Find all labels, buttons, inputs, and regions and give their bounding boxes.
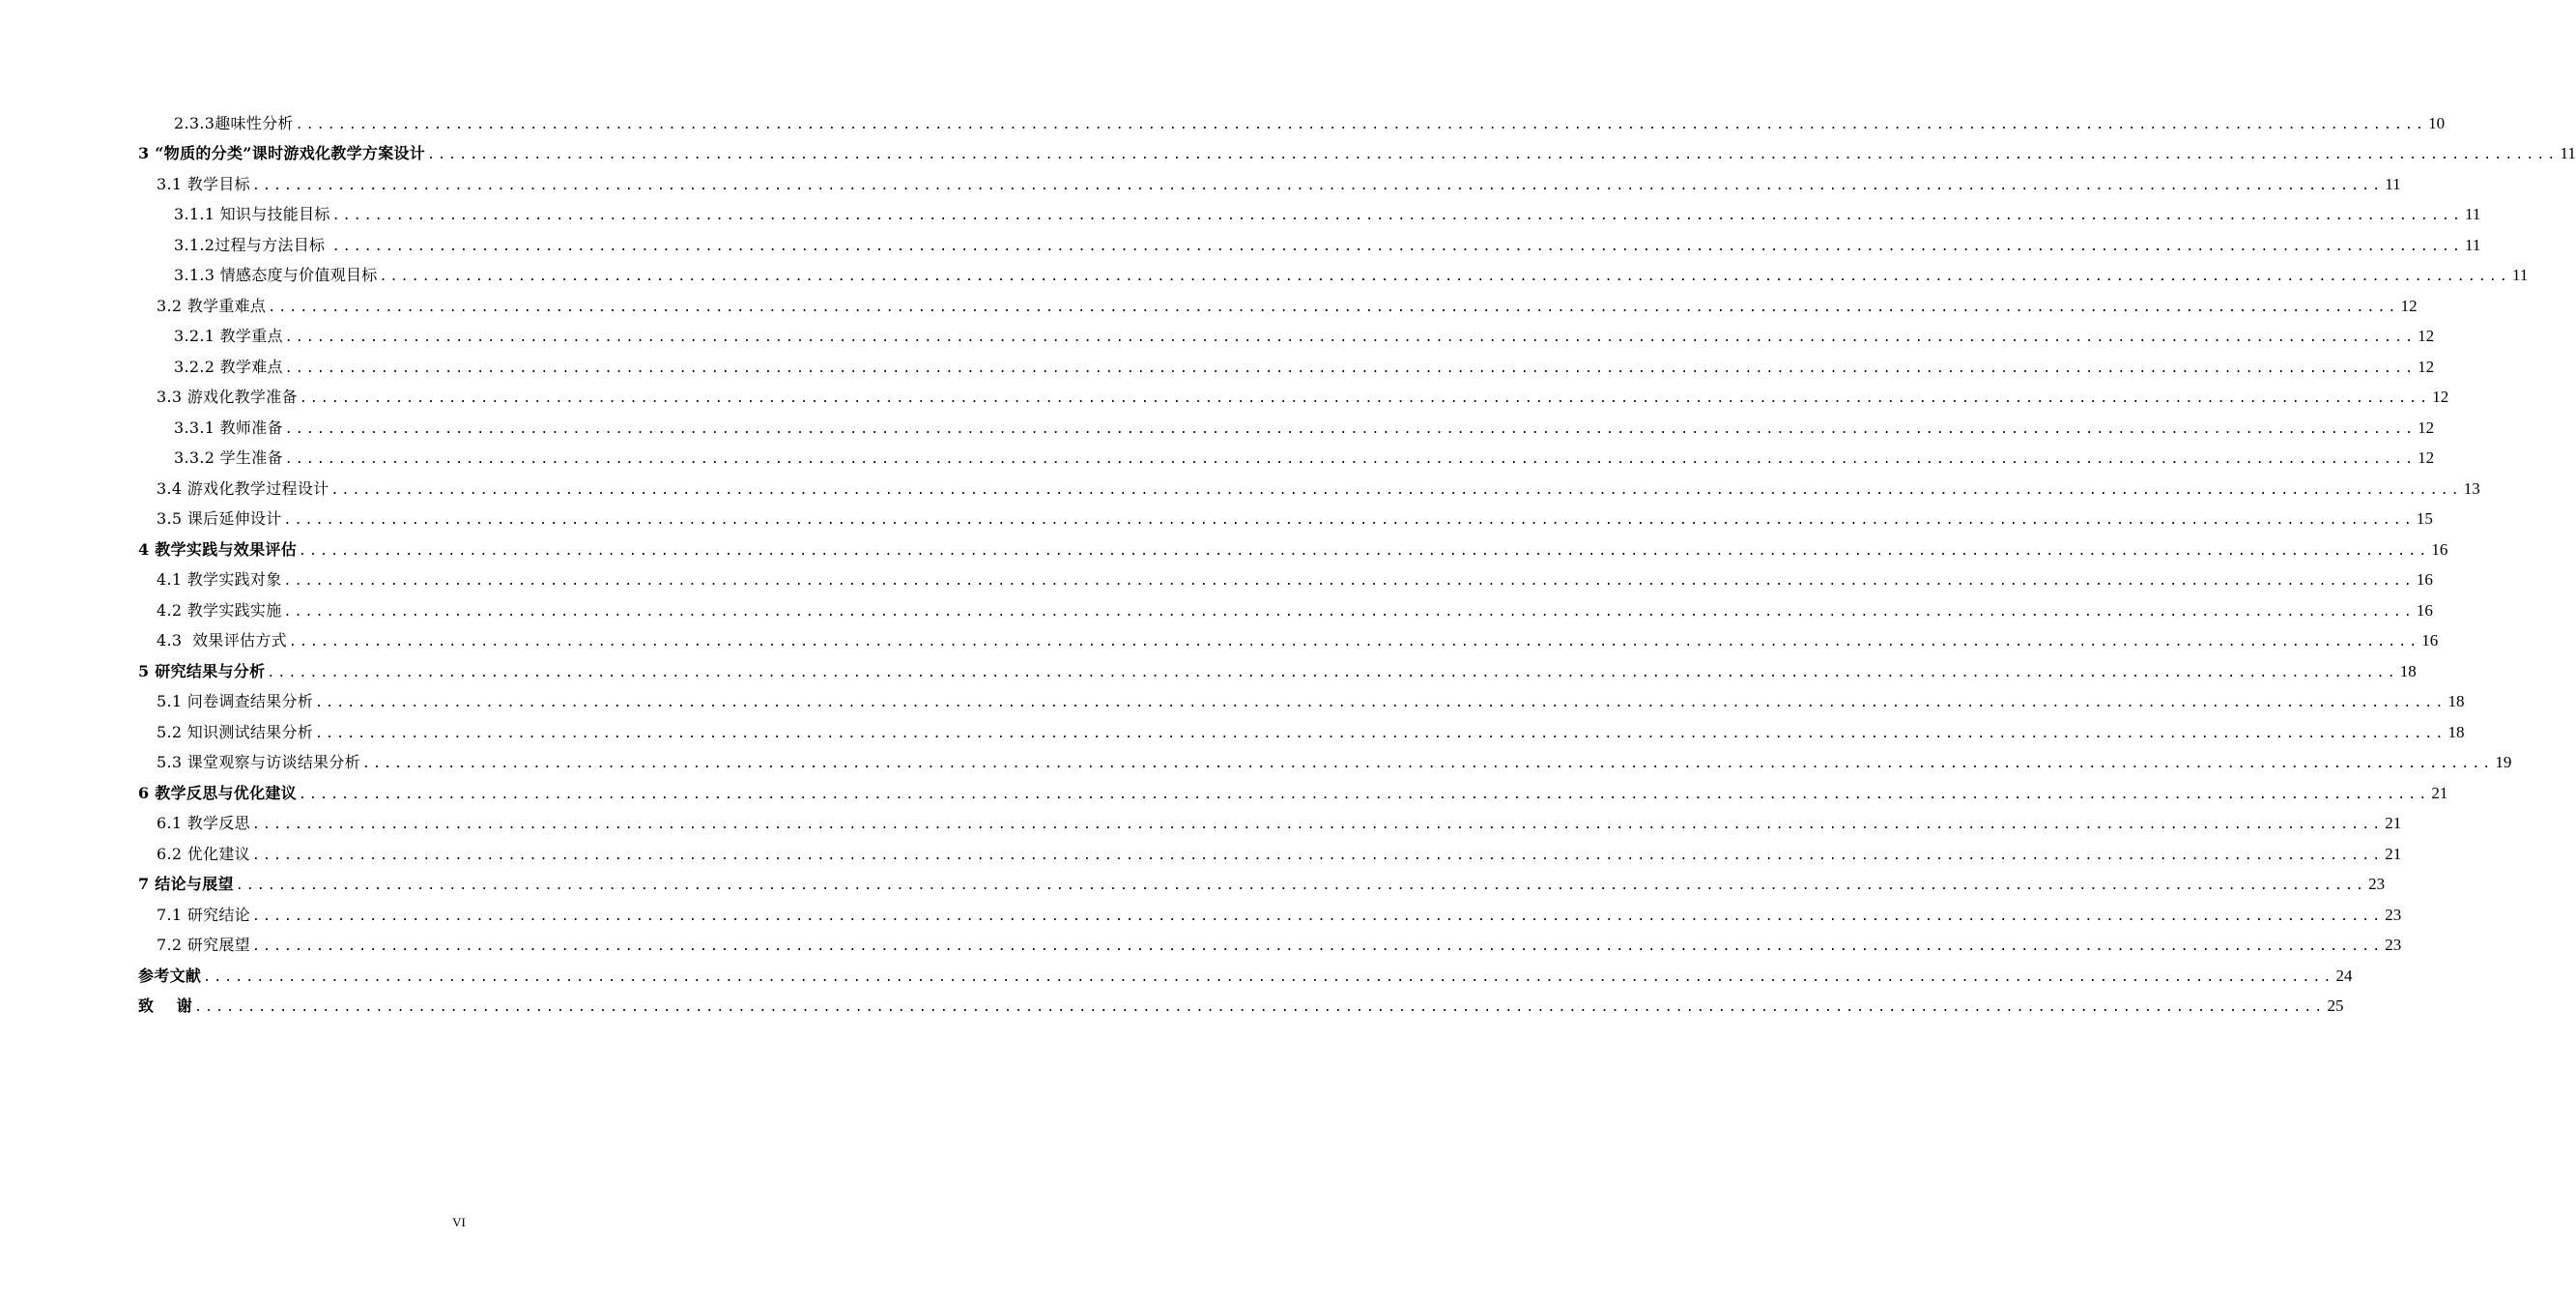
toc-entry-page: 11 <box>2465 205 2481 223</box>
toc-entry-page: 16 <box>2431 539 2448 559</box>
toc-entry-title: 4.3 效果评估方式 <box>157 631 287 650</box>
toc-entry-page: 18 <box>2399 661 2417 680</box>
toc-entry[interactable] <box>0 505 2433 534</box>
toc-entry-page: 16 <box>2421 631 2439 650</box>
toc-entry-page: 11 <box>2511 266 2529 284</box>
toc-entry-page: 23 <box>2385 936 2402 954</box>
toc-leader-dots: ........................................................................................................................................................................................................ <box>288 635 2420 650</box>
toc-leader-dots: ........................................................................................................................................................................................................ <box>362 757 2494 771</box>
toc-entry[interactable] <box>0 322 2435 352</box>
toc-entry-title: 7 结论与展望 <box>138 875 234 893</box>
toc-entry-title: 3.4 游戏化教学过程设计 <box>157 478 329 498</box>
toc-entry-title: 3.3.2 学生准备 <box>174 448 283 467</box>
toc-leader-dots: ........................................................................................................................................................................................................ <box>251 909 2384 924</box>
toc-leader-dots: ........................................................................................................................................................................................................ <box>331 209 2464 223</box>
toc-entry[interactable] <box>0 656 2417 686</box>
toc-leader-dots: ........................................................................................................................................................................................................ <box>299 787 2430 802</box>
toc-entry[interactable] <box>0 839 2402 869</box>
toc-leader-dots: ........................................................................................................................................................................................................ <box>283 604 2415 620</box>
toc-entry-page: 12 <box>2418 418 2435 437</box>
toc-entry-title: 6.1 教学反思 <box>157 814 250 832</box>
toc-entry[interactable] <box>0 534 2448 564</box>
toc-entry-title: 3.2 教学重难点 <box>157 296 267 315</box>
toc-entry-page: 11 <box>2560 144 2576 162</box>
toc-leader-dots: ........................................................................................................................................................................................................ <box>379 270 2510 284</box>
toc-entry[interactable] <box>0 108 2446 138</box>
toc-entry-title: 3.2.2 教学难点 <box>174 357 283 376</box>
toc-entry-title: 2.3.3趣味性分析 <box>174 113 294 132</box>
toc-entry-title: 3.5 课后延伸设计 <box>157 509 282 528</box>
toc-leader-dots: ........................................................................................................................................................................................................ <box>251 178 2384 193</box>
toc-leader-dots: ........................................................................................................................................................................................................ <box>315 696 2447 710</box>
toc-entry-title: 致 谢 <box>138 996 193 1015</box>
toc-leader-dots: ........................................................................................................................................................................................................ <box>284 421 2417 437</box>
toc-entry-title: 5.2 知识测试结果分析 <box>157 722 314 741</box>
toc-leader-dots: ........................................................................................................................................................................................................ <box>315 726 2447 741</box>
toc-entry[interactable] <box>0 139 2576 169</box>
toc-entry-page: 15 <box>2416 509 2433 528</box>
toc-leader-dots: ........................................................................................................................................................................................................ <box>330 482 2462 498</box>
toc-entry[interactable] <box>0 595 2433 625</box>
toc-leader-dots: ........................................................................................................................................................................................................ <box>331 239 2464 254</box>
toc-entry[interactable] <box>0 748 2512 778</box>
toc-leader-dots: ........................................................................................................................................................................................................ <box>235 879 2367 893</box>
toc-entry[interactable] <box>0 717 2465 747</box>
toc-entry-page: 18 <box>2447 692 2465 710</box>
toc-entry-title: 4.1 教学实践对象 <box>157 570 282 589</box>
toc-entry[interactable] <box>0 778 2448 808</box>
toc-entry[interactable] <box>0 900 2402 930</box>
toc-entry[interactable] <box>0 291 2418 321</box>
toc-entry-page: 24 <box>2335 966 2353 985</box>
toc-entry-title: 3.1 教学目标 <box>157 174 250 193</box>
toc-entry-page: 12 <box>2418 448 2435 467</box>
toc-entry-title: 3 “物质的分类”课时游戏化教学方案设计 <box>138 144 426 162</box>
toc-entry-title: 3.3 游戏化教学准备 <box>157 388 298 406</box>
toc-entry[interactable] <box>0 474 2480 504</box>
toc-entry[interactable] <box>0 413 2435 443</box>
toc-entry[interactable] <box>0 169 2401 199</box>
toc-leader-dots: ........................................................................................................................................................................................................ <box>284 452 2417 467</box>
toc-entry-title: 4.2 教学实践实施 <box>157 600 282 620</box>
toc-leader-dots: ........................................................................................................................................................................................................ <box>267 665 2398 680</box>
toc-entry[interactable] <box>0 809 2402 839</box>
toc-entry-title: 参考文献 <box>138 966 202 985</box>
toc-entry-page: 12 <box>2400 296 2418 315</box>
toc-entry[interactable] <box>0 626 2439 656</box>
toc-entry-title: 7.2 研究展望 <box>157 936 250 954</box>
toc-entry-title: 5.1 问卷调查结果分析 <box>157 692 314 710</box>
toc-entry-page: 18 <box>2447 722 2465 741</box>
toc-leader-dots: ........................................................................................................................................................................................................ <box>283 513 2415 528</box>
toc-entry-page: 11 <box>2465 235 2481 254</box>
toc-entry-page: 23 <box>2368 875 2386 893</box>
toc-entry[interactable] <box>0 961 2353 991</box>
toc-entry[interactable] <box>0 352 2435 382</box>
toc-entry-page: 23 <box>2385 905 2402 924</box>
toc-entry-title: 7.1 研究结论 <box>157 905 250 924</box>
toc-entry[interactable] <box>0 687 2465 717</box>
toc-entry-page: 12 <box>2432 388 2449 406</box>
toc-entry[interactable] <box>0 261 2529 291</box>
toc-entry-title: 6 教学反思与优化建议 <box>138 783 298 802</box>
toc-leader-dots: ........................................................................................................................................................................................................ <box>251 818 2384 832</box>
page-number-footer: VI <box>452 1215 466 1229</box>
toc-entry-title: 3.2.1 教学重点 <box>174 327 283 345</box>
toc-entry-page: 12 <box>2418 327 2435 345</box>
toc-leader-dots: ........................................................................................................................................................................................................ <box>284 331 2417 345</box>
toc-entry-title: 3.3.1 教师准备 <box>174 418 283 437</box>
toc-leader-dots: ........................................................................................................................................................................................................ <box>251 939 2384 954</box>
toc-entry-page: 21 <box>2431 783 2448 802</box>
toc-entry-title: 5.3 课堂观察与访谈结果分析 <box>157 753 361 771</box>
toc-entry[interactable] <box>0 870 2386 900</box>
toc-leader-dots: ........................................................................................................................................................................................................ <box>251 848 2384 863</box>
toc-entry-page: 10 <box>2428 113 2446 132</box>
toc-entry-page: 21 <box>2385 814 2402 832</box>
toc-entry[interactable] <box>0 565 2433 595</box>
toc-entry-page: 12 <box>2418 357 2435 376</box>
toc-entry-title: 3.1.2过程与方法目标 <box>174 235 330 254</box>
toc-entry[interactable] <box>0 444 2435 474</box>
toc-leader-dots: ........................................................................................................................................................................................................ <box>299 391 2431 406</box>
toc-entry-page: 13 <box>2463 478 2480 498</box>
toc-leader-dots: ........................................................................................................................................................................................................ <box>283 574 2415 589</box>
toc-entry-page: 21 <box>2385 844 2402 863</box>
toc-entry-title: 4 教学实践与效果评估 <box>138 539 298 559</box>
toc-entry[interactable] <box>0 230 2481 260</box>
toc-entry-page: 25 <box>2327 996 2344 1015</box>
toc-leader-dots: ........................................................................................................................................................................................................ <box>194 1000 2326 1015</box>
toc-entry[interactable] <box>0 931 2402 961</box>
toc-leader-dots: ........................................................................................................................................................................................................ <box>284 361 2417 376</box>
toc-entry-page: 11 <box>2385 174 2401 193</box>
toc-entry-title: 6.2 优化建议 <box>157 844 250 863</box>
toc-entry-title: 3.1.3 情感态度与价值观目标 <box>174 266 378 284</box>
toc-leader-dots: ........................................................................................................................................................................................................ <box>295 117 2427 132</box>
toc-leader-dots: ........................................................................................................................................................................................................ <box>203 969 2334 985</box>
toc-leader-dots: ........................................................................................................................................................................................................ <box>427 148 2559 162</box>
toc-leader-dots: ........................................................................................................................................................................................................ <box>299 543 2430 559</box>
toc-entry-title: 5 研究结果与分析 <box>138 661 266 680</box>
toc-entry[interactable] <box>0 383 2449 413</box>
toc-entry-page: 16 <box>2416 600 2433 620</box>
toc-entry[interactable] <box>0 992 2344 1022</box>
toc-entry-title: 3.1.1 知识与技能目标 <box>174 205 330 223</box>
toc-entry-page: 19 <box>2495 753 2512 771</box>
toc-leader-dots: ........................................................................................................................................................................................................ <box>268 300 2399 315</box>
toc-entry[interactable] <box>0 200 2481 230</box>
toc-entry-page: 16 <box>2416 570 2433 589</box>
